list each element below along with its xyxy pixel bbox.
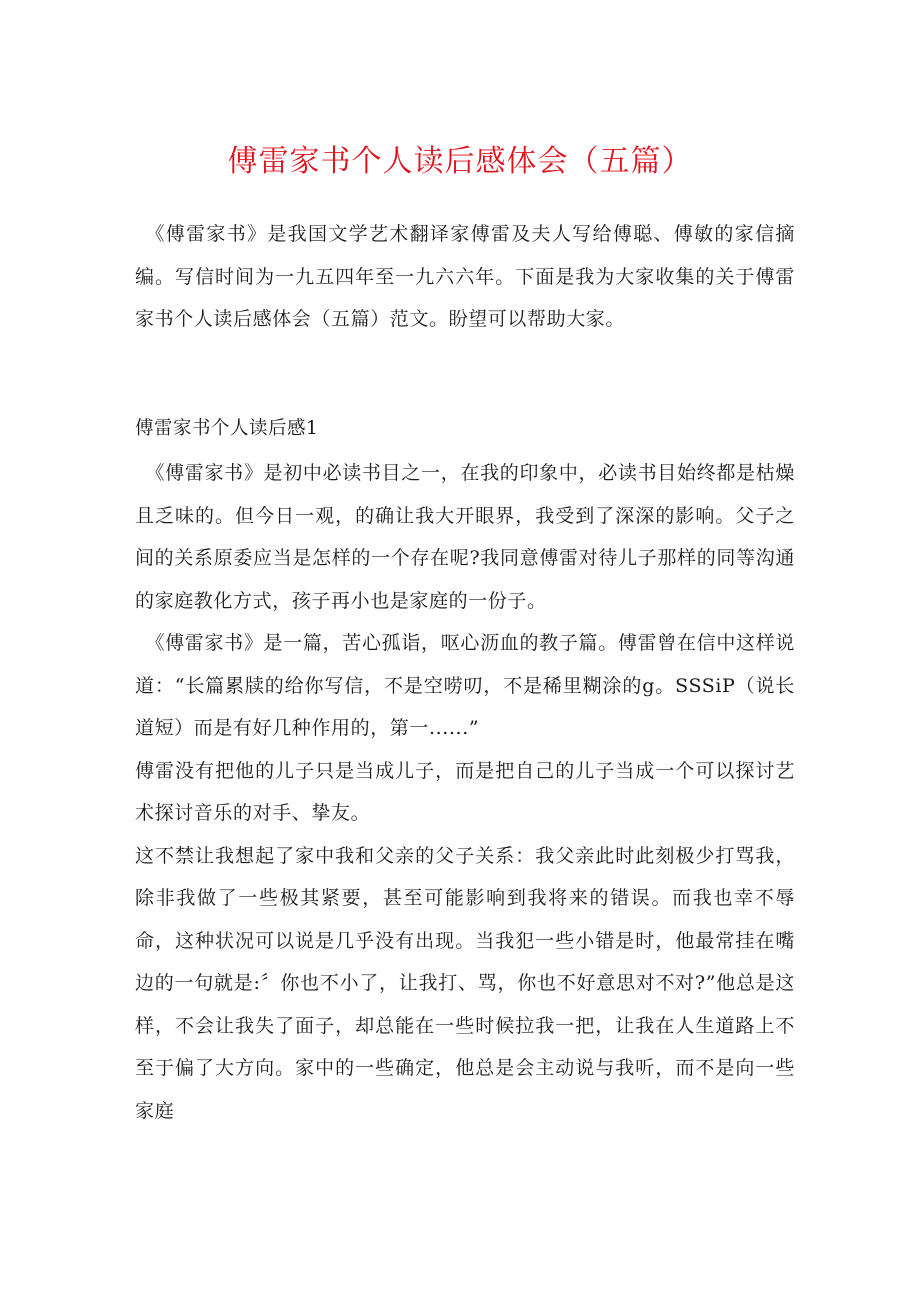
article-body (135, 452, 795, 1132)
paragraph: 这不禁让我想起了家中我和父亲的父子关系：我父亲此时此刻极少打骂我，除非我做了一些极其紧要，甚至可能影响到我将来的错误。而我也幸不辱命，这种状况可以说是几乎没有出现。当我犯一些小错是时，他最常挂在嘴边的一句就是:〞你也不小了，让我打、骂，你也不好意思对不对?”他总是这样，不会让我失了面子，却总能在一些时候拉我一把，让我在人生道路上不至于偏了大方向。家中的一些确定，他总是会主动说与我听，而不是向一些家庭 (135, 844, 795, 1122)
paragraph: 傅雷没有把他的儿子只是当成儿子，而是把自己的儿子当成一个可以探讨艺术探讨音乐的对手、挚友。 (135, 759, 795, 824)
document-title: 傅雷家书个人读后感体会（五篇） (227, 144, 693, 179)
intro-paragraph: 《傅雷家书》是我国文学艺术翻译家傅雷及夫人写给傅聪、傅敏的家信摘编。写信时间为一九五四年至一九六六年。下面是我为大家收集的关于傅雷家书个人读后感体会（五篇）范文。盼望可以帮助大家。 (135, 223, 795, 330)
paragraph: 《傅雷家书》是初中必读书目之一，在我的印象中，必读书目始终都是枯燥且乏味的。但今日一观，的确让我大开眼界，我受到了深深的影响。父子之间的关系原委应当是怎样的一个存在呢?我同意傅雷对待儿子那样的同等沟通的家庭教化方式，孩子再小也是家庭的一份子。 (135, 462, 795, 612)
section-heading: 傅雷家书个人读后感1 (135, 418, 319, 439)
paragraph: 《傅雷家书》是一篇，苦心孤诣，呕心沥血的教子篇。傅雷曾在信中这样说道：“长篇累牍的给你写信，不是空唠叨，不是稀里糊涂的g。SSSiP（说长道短）而是有好几种作用的，第一......” (135, 632, 795, 739)
